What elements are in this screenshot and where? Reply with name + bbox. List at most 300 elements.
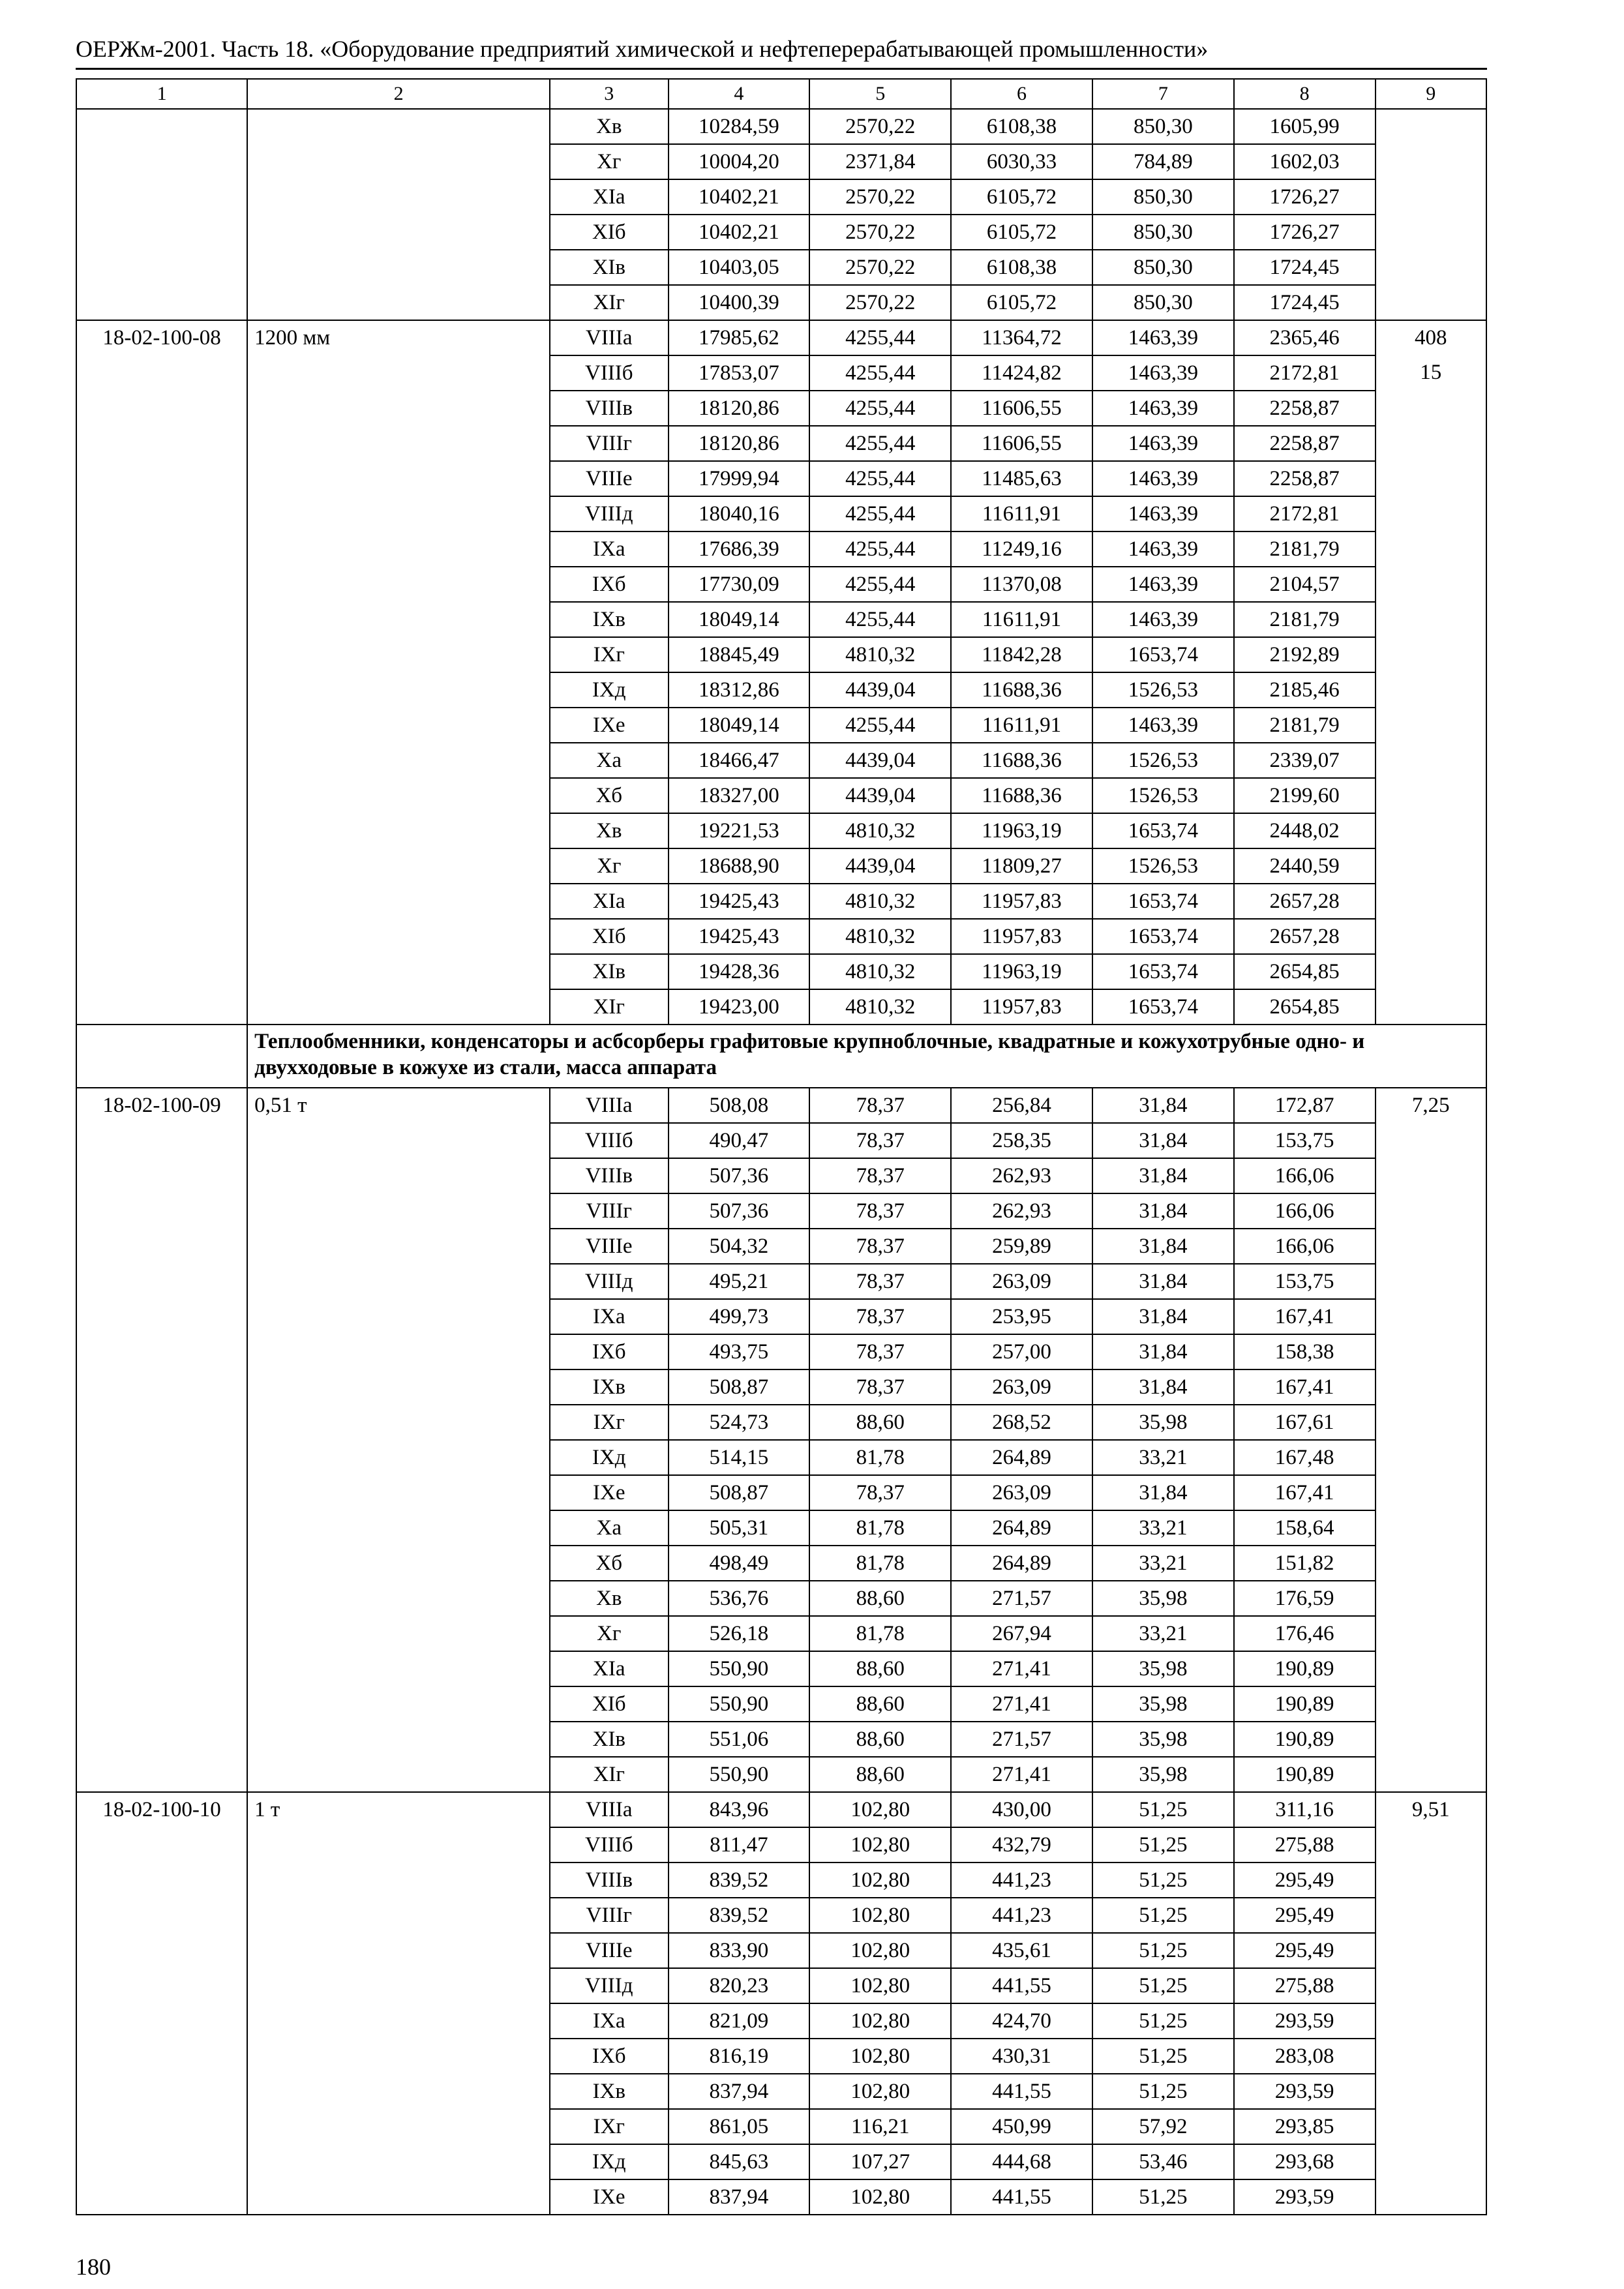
value-cell: 4810,32	[809, 919, 951, 954]
value-cell: 11842,28	[951, 637, 1092, 672]
extra-value-cell: 9,51	[1376, 1792, 1486, 1827]
table-row	[76, 1475, 1486, 1510]
value-cell: 51,25	[1092, 2179, 1234, 2215]
value-cell: 1653,74	[1092, 919, 1234, 954]
table-row	[76, 567, 1486, 602]
extra-value-cell: 7,25	[1376, 1088, 1486, 1123]
value-cell: 2570,22	[809, 285, 951, 320]
rate-name-cell	[247, 1299, 550, 1334]
page-number: 180	[76, 2254, 111, 2280]
value-cell: 1602,03	[1234, 144, 1376, 179]
value-cell: 102,80	[809, 1968, 951, 2003]
value-cell: 31,84	[1092, 1369, 1234, 1405]
table-row	[76, 1264, 1486, 1299]
rate-name-cell	[247, 531, 550, 567]
value-cell: 275,88	[1234, 1827, 1376, 1863]
extra-value-cell	[1376, 1299, 1486, 1334]
rate-code-cell	[76, 285, 247, 320]
rate-code-cell	[76, 1581, 247, 1616]
rate-name-cell	[247, 1369, 550, 1405]
value-cell: 514,15	[669, 1440, 810, 1475]
extra-value-cell	[1376, 2074, 1486, 2109]
region-cell: IXг	[550, 2109, 669, 2144]
rate-name-cell	[247, 1405, 550, 1440]
table-row	[76, 1334, 1486, 1369]
value-cell: 33,21	[1092, 1440, 1234, 1475]
value-cell: 508,87	[669, 1475, 810, 1510]
region-cell: Хв	[550, 813, 669, 848]
value-cell: 88,60	[809, 1722, 951, 1757]
extra-value-cell	[1376, 1264, 1486, 1299]
value-cell: 258,35	[951, 1123, 1092, 1158]
rate-code-cell	[76, 1193, 247, 1229]
extra-value-cell	[1376, 1651, 1486, 1686]
value-cell: 18049,14	[669, 602, 810, 637]
table-row	[76, 778, 1486, 813]
value-cell: 151,82	[1234, 1546, 1376, 1581]
rate-code-cell	[76, 531, 247, 567]
rate-code-cell	[76, 1898, 247, 1933]
rate-code-cell	[76, 954, 247, 989]
value-cell: 172,87	[1234, 1088, 1376, 1123]
value-cell: 17853,07	[669, 355, 810, 391]
value-cell: 153,75	[1234, 1123, 1376, 1158]
value-cell: 10403,05	[669, 250, 810, 285]
table-row	[76, 1863, 1486, 1898]
value-cell: 4810,32	[809, 813, 951, 848]
rate-name-cell	[247, 1334, 550, 1369]
extra-value-cell	[1376, 1123, 1486, 1158]
value-cell: 4255,44	[809, 320, 951, 355]
value-cell: 11364,72	[951, 320, 1092, 355]
table-row	[76, 1616, 1486, 1651]
rate-code-cell	[76, 813, 247, 848]
value-cell: 4255,44	[809, 531, 951, 567]
column-number-cell: 4	[669, 79, 810, 109]
table-row	[76, 672, 1486, 708]
value-cell: 35,98	[1092, 1581, 1234, 1616]
value-cell: 504,32	[669, 1229, 810, 1264]
value-cell: 837,94	[669, 2074, 810, 2109]
rate-code-cell	[76, 179, 247, 215]
value-cell: 88,60	[809, 1581, 951, 1616]
page-title: ОЕРЖм-2001. Часть 18. «Оборудование предприятий химической и нефтеперерабатывающей промышленности»	[76, 36, 1209, 62]
value-cell: 31,84	[1092, 1229, 1234, 1264]
rate-code-cell	[76, 1229, 247, 1264]
rate-code-cell	[76, 1264, 247, 1299]
value-cell: 4810,32	[809, 884, 951, 919]
rate-code-cell	[76, 1510, 247, 1546]
value-cell: 10402,21	[669, 215, 810, 250]
value-cell: 2192,89	[1234, 637, 1376, 672]
rate-name-cell	[247, 1722, 550, 1757]
region-cell: VIIIв	[550, 391, 669, 426]
rate-name-cell	[247, 355, 550, 391]
table-row	[76, 496, 1486, 531]
value-cell: 430,31	[951, 2039, 1092, 2074]
value-cell: 11249,16	[951, 531, 1092, 567]
rate-code-cell	[76, 1722, 247, 1757]
value-cell: 6108,38	[951, 109, 1092, 144]
extra-value-cell	[1376, 1193, 1486, 1229]
region-cell: VIIIд	[550, 1264, 669, 1299]
table-row	[76, 1440, 1486, 1475]
table-row	[76, 461, 1486, 496]
value-cell: 275,88	[1234, 1968, 1376, 2003]
value-cell: 166,06	[1234, 1229, 1376, 1264]
extra-value-cell	[1376, 1686, 1486, 1722]
extra-value-cell	[1376, 1229, 1486, 1264]
extra-value-cell: 408	[1376, 320, 1486, 355]
table-row	[76, 1088, 1486, 1123]
table-row	[76, 1792, 1486, 1827]
value-cell: 102,80	[809, 2179, 951, 2215]
table-row	[76, 1722, 1486, 1757]
rate-code-cell	[76, 989, 247, 1025]
extra-value-cell	[1376, 1616, 1486, 1651]
rate-name-cell	[247, 2003, 550, 2039]
value-cell: 18120,86	[669, 426, 810, 461]
value-cell: 2181,79	[1234, 531, 1376, 567]
rate-code-cell	[76, 778, 247, 813]
value-cell: 505,31	[669, 1510, 810, 1546]
value-cell: 293,85	[1234, 2109, 1376, 2144]
value-cell: 116,21	[809, 2109, 951, 2144]
value-cell: 2199,60	[1234, 778, 1376, 813]
value-cell: 11809,27	[951, 848, 1092, 884]
extra-value-cell	[1376, 1546, 1486, 1581]
value-cell: 17730,09	[669, 567, 810, 602]
value-cell: 17999,94	[669, 461, 810, 496]
table-row	[76, 285, 1486, 320]
extra-value-cell	[1376, 884, 1486, 919]
extra-value-cell	[1376, 1475, 1486, 1510]
region-cell: IXд	[550, 672, 669, 708]
region-cell: VIIIб	[550, 1123, 669, 1158]
value-cell: 271,57	[951, 1581, 1092, 1616]
value-cell: 11606,55	[951, 426, 1092, 461]
value-cell: 4439,04	[809, 672, 951, 708]
table-row	[76, 1299, 1486, 1334]
extra-value-cell	[1376, 1898, 1486, 1933]
rate-name-cell	[247, 989, 550, 1025]
value-cell: 311,16	[1234, 1792, 1376, 1827]
value-cell: 850,30	[1092, 179, 1234, 215]
value-cell: 257,00	[951, 1334, 1092, 1369]
value-cell: 78,37	[809, 1158, 951, 1193]
value-cell: 550,90	[669, 1686, 810, 1722]
table-row	[76, 391, 1486, 426]
extra-value-cell	[1376, 1757, 1486, 1792]
value-cell: 78,37	[809, 1334, 951, 1369]
table-row	[76, 2109, 1486, 2144]
region-cell: VIIIг	[550, 426, 669, 461]
table-row	[76, 1757, 1486, 1792]
region-cell: IXг	[550, 637, 669, 672]
rate-code-cell	[76, 1123, 247, 1158]
rate-name-cell	[247, 1757, 550, 1792]
rate-code-cell	[76, 1546, 247, 1581]
value-cell: 495,21	[669, 1264, 810, 1299]
value-cell: 102,80	[809, 2039, 951, 2074]
table-row	[76, 1827, 1486, 1863]
extra-value-cell	[1376, 250, 1486, 285]
region-cell: XIа	[550, 884, 669, 919]
table-row	[76, 320, 1486, 355]
extra-value-cell	[1376, 2109, 1486, 2144]
value-cell: 51,25	[1092, 2003, 1234, 2039]
rate-name-cell	[247, 426, 550, 461]
column-number-cell: 7	[1092, 79, 1234, 109]
value-cell: 424,70	[951, 2003, 1092, 2039]
table-row	[76, 813, 1486, 848]
value-cell: 1724,45	[1234, 285, 1376, 320]
region-cell: Хб	[550, 1546, 669, 1581]
value-cell: 51,25	[1092, 2039, 1234, 2074]
rate-code-cell	[76, 1440, 247, 1475]
value-cell: 1653,74	[1092, 884, 1234, 919]
value-cell: 31,84	[1092, 1264, 1234, 1299]
value-cell: 31,84	[1092, 1334, 1234, 1369]
value-cell: 4810,32	[809, 637, 951, 672]
value-cell: 167,41	[1234, 1369, 1376, 1405]
section-heading-row	[76, 1025, 1486, 1088]
value-cell: 10004,20	[669, 144, 810, 179]
extra-value-cell: 15	[1376, 355, 1486, 391]
value-cell: 550,90	[669, 1757, 810, 1792]
rate-name-cell	[247, 1827, 550, 1863]
extra-value-cell	[1376, 2039, 1486, 2074]
rate-name-cell	[247, 743, 550, 778]
value-cell: 264,89	[951, 1510, 1092, 1546]
value-cell: 6105,72	[951, 285, 1092, 320]
value-cell: 271,41	[951, 1651, 1092, 1686]
extra-value-cell	[1376, 144, 1486, 179]
rate-code-cell	[76, 461, 247, 496]
region-cell: Хв	[550, 109, 669, 144]
rate-name-cell	[247, 567, 550, 602]
value-cell: 1653,74	[1092, 954, 1234, 989]
value-cell: 2365,46	[1234, 320, 1376, 355]
rate-code-cell	[76, 1827, 247, 1863]
value-cell: 550,90	[669, 1651, 810, 1686]
value-cell: 259,89	[951, 1229, 1092, 1264]
value-cell: 441,55	[951, 2074, 1092, 2109]
value-cell: 19428,36	[669, 954, 810, 989]
region-cell: IXд	[550, 2144, 669, 2179]
value-cell: 293,59	[1234, 2179, 1376, 2215]
extra-value-cell	[1376, 215, 1486, 250]
region-cell: VIIIа	[550, 1792, 669, 1827]
value-cell: 850,30	[1092, 109, 1234, 144]
rate-name-cell	[247, 2074, 550, 2109]
region-cell: XIг	[550, 989, 669, 1025]
value-cell: 850,30	[1092, 215, 1234, 250]
rate-code-cell	[76, 1334, 247, 1369]
table-row	[76, 1898, 1486, 1933]
region-cell: XIв	[550, 250, 669, 285]
rate-name-cell	[247, 391, 550, 426]
value-cell: 6030,33	[951, 144, 1092, 179]
region-cell: Ха	[550, 1510, 669, 1546]
rate-code-cell	[76, 391, 247, 426]
value-cell: 441,55	[951, 2179, 1092, 2215]
value-cell: 1463,39	[1092, 708, 1234, 743]
rate-code-cell	[76, 708, 247, 743]
value-cell: 78,37	[809, 1193, 951, 1229]
value-cell: 19425,43	[669, 884, 810, 919]
rate-code-cell	[76, 1369, 247, 1405]
value-cell: 51,25	[1092, 1827, 1234, 1863]
value-cell: 262,93	[951, 1158, 1092, 1193]
value-cell: 53,46	[1092, 2144, 1234, 2179]
extra-value-cell	[1376, 285, 1486, 320]
value-cell: 6105,72	[951, 215, 1092, 250]
table-row	[76, 179, 1486, 215]
value-cell: 2570,22	[809, 109, 951, 144]
region-cell: XIг	[550, 285, 669, 320]
extra-value-cell	[1376, 1863, 1486, 1898]
region-cell: IXб	[550, 2039, 669, 2074]
extra-value-cell	[1376, 531, 1486, 567]
extra-value-cell	[1376, 426, 1486, 461]
value-cell: 167,48	[1234, 1440, 1376, 1475]
rate-code-cell: 18-02-100-08	[76, 320, 247, 355]
region-cell: IXв	[550, 1369, 669, 1405]
value-cell: 2258,87	[1234, 426, 1376, 461]
region-cell: IXв	[550, 602, 669, 637]
rate-code-cell	[76, 1686, 247, 1722]
extra-value-cell	[1376, 567, 1486, 602]
extra-value-cell	[1376, 708, 1486, 743]
extra-value-cell	[1376, 1158, 1486, 1193]
rate-code-cell	[76, 1616, 247, 1651]
value-cell: 18120,86	[669, 391, 810, 426]
value-cell: 536,76	[669, 1581, 810, 1616]
rate-code-cell: 18-02-100-09	[76, 1088, 247, 1123]
value-cell: 81,78	[809, 1546, 951, 1581]
value-cell: 11611,91	[951, 708, 1092, 743]
extra-value-cell	[1376, 1334, 1486, 1369]
value-cell: 253,95	[951, 1299, 1092, 1334]
rate-name-cell	[247, 215, 550, 250]
value-cell: 1463,39	[1092, 567, 1234, 602]
value-cell: 2570,22	[809, 179, 951, 215]
region-cell: IXа	[550, 2003, 669, 2039]
rate-name-cell	[247, 1123, 550, 1158]
rate-code-cell	[76, 1158, 247, 1193]
rate-name-cell	[247, 1158, 550, 1193]
value-cell: 268,52	[951, 1405, 1092, 1440]
value-cell: 176,46	[1234, 1616, 1376, 1651]
region-cell: IXе	[550, 1475, 669, 1510]
region-cell: XIб	[550, 1686, 669, 1722]
rate-code-cell	[76, 602, 247, 637]
table-row	[76, 1193, 1486, 1229]
value-cell: 11485,63	[951, 461, 1092, 496]
value-cell: 4255,44	[809, 391, 951, 426]
value-cell: 158,38	[1234, 1334, 1376, 1369]
rate-name-cell	[247, 1229, 550, 1264]
value-cell: 1463,39	[1092, 461, 1234, 496]
value-cell: 2258,87	[1234, 391, 1376, 426]
rate-code-cell	[76, 1651, 247, 1686]
region-cell: IXа	[550, 531, 669, 567]
value-cell: 31,84	[1092, 1193, 1234, 1229]
region-cell: IXе	[550, 708, 669, 743]
column-number-cell: 6	[951, 79, 1092, 109]
region-cell: VIIIв	[550, 1158, 669, 1193]
extra-value-cell	[1376, 813, 1486, 848]
table-row	[76, 144, 1486, 179]
value-cell: 78,37	[809, 1475, 951, 1510]
region-cell: IXе	[550, 2179, 669, 2215]
rate-name-cell: 0,51 т	[247, 1088, 550, 1123]
value-cell: 11370,08	[951, 567, 1092, 602]
rate-name-cell	[247, 1475, 550, 1510]
value-cell: 839,52	[669, 1863, 810, 1898]
rate-code-cell: 18-02-100-10	[76, 1792, 247, 1827]
region-cell: VIIIб	[550, 355, 669, 391]
region-cell: VIIIд	[550, 1968, 669, 2003]
value-cell: 11424,82	[951, 355, 1092, 391]
value-cell: 2448,02	[1234, 813, 1376, 848]
value-cell: 35,98	[1092, 1757, 1234, 1792]
extra-value-cell	[1376, 1933, 1486, 1968]
value-cell: 526,18	[669, 1616, 810, 1651]
table-row	[76, 250, 1486, 285]
value-cell: 88,60	[809, 1405, 951, 1440]
value-cell: 4810,32	[809, 989, 951, 1025]
region-cell: XIв	[550, 954, 669, 989]
value-cell: 1653,74	[1092, 813, 1234, 848]
value-cell: 31,84	[1092, 1475, 1234, 1510]
value-cell: 2172,81	[1234, 355, 1376, 391]
value-cell: 78,37	[809, 1369, 951, 1405]
value-cell: 444,68	[951, 2144, 1092, 2179]
value-cell: 167,41	[1234, 1299, 1376, 1334]
table-row	[76, 1581, 1486, 1616]
extra-value-cell	[1376, 602, 1486, 637]
value-cell: 2181,79	[1234, 602, 1376, 637]
table-row	[76, 954, 1486, 989]
rate-name-cell	[247, 1686, 550, 1722]
value-cell: 6105,72	[951, 179, 1092, 215]
value-cell: 102,80	[809, 2003, 951, 2039]
value-cell: 821,09	[669, 2003, 810, 2039]
rate-name-cell	[247, 778, 550, 813]
value-cell: 861,05	[669, 2109, 810, 2144]
extra-value-cell	[1376, 637, 1486, 672]
value-cell: 88,60	[809, 1757, 951, 1792]
region-cell: VIIIд	[550, 496, 669, 531]
table-row	[76, 531, 1486, 567]
value-cell: 850,30	[1092, 250, 1234, 285]
value-cell: 4255,44	[809, 567, 951, 602]
value-cell: 850,30	[1092, 285, 1234, 320]
value-cell: 493,75	[669, 1334, 810, 1369]
value-cell: 267,94	[951, 1616, 1092, 1651]
extra-value-cell	[1376, 954, 1486, 989]
extra-value-cell	[1376, 1722, 1486, 1757]
value-cell: 837,94	[669, 2179, 810, 2215]
value-cell: 293,59	[1234, 2003, 1376, 2039]
rate-code-cell	[76, 2179, 247, 2215]
value-cell: 283,08	[1234, 2039, 1376, 2074]
value-cell: 190,89	[1234, 1722, 1376, 1757]
value-cell: 1653,74	[1092, 989, 1234, 1025]
region-cell: Хг	[550, 144, 669, 179]
